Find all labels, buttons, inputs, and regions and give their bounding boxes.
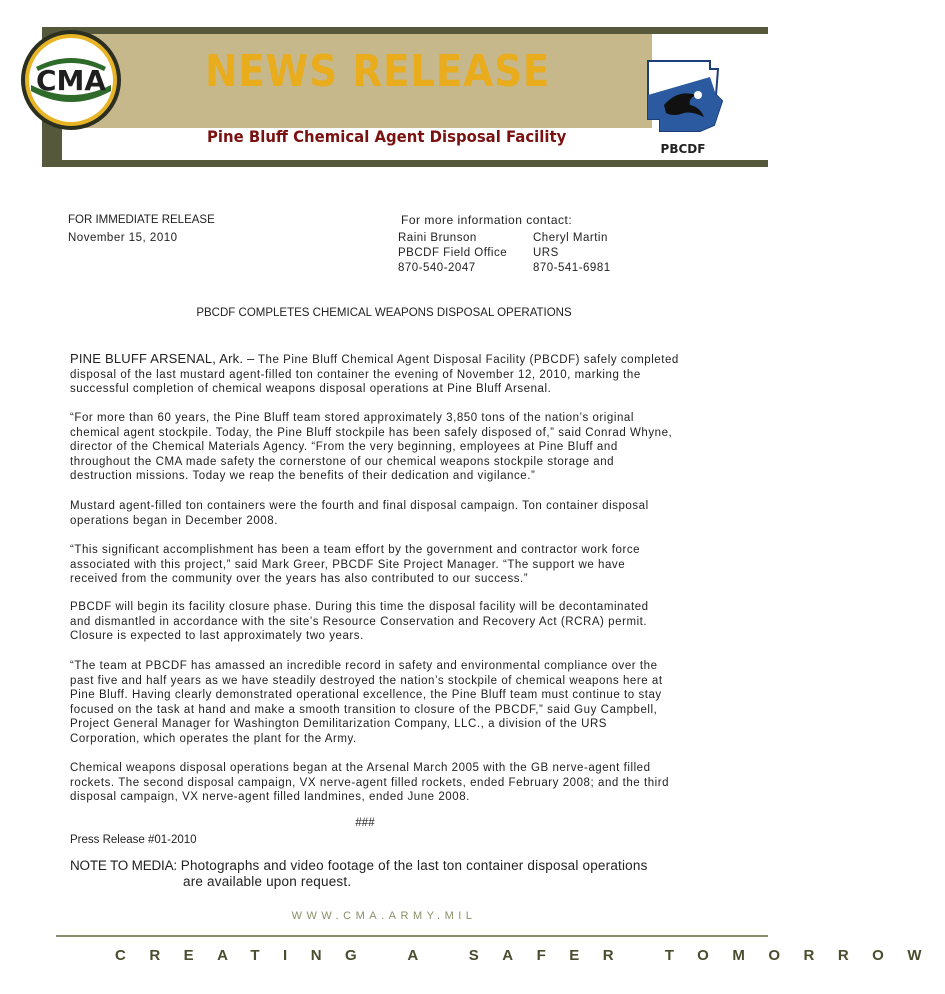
paragraph-line: rockets. The second disposal campaign, VX nerve-agent filled rockets, ended February 2008; and the third	[70, 776, 670, 789]
release-date: November 15, 2010	[68, 232, 178, 244]
cma-logo	[18, 27, 124, 133]
note-line: Photographs and video footage of the last ton container disposal operations	[180, 858, 648, 873]
release-headline: PBCDF COMPLETES CHEMICAL WEAPONS DISPOSAL OPERATIONS	[196, 307, 572, 319]
paragraph-line: associated with this project,” said Mark Greer, PBCDF Site Project Manager. “The support we have	[70, 558, 626, 571]
pbcdf-logo-text: PBCDF	[660, 142, 706, 156]
paragraph-line: received from the community over the years has also contributed to our success.”	[70, 573, 529, 586]
contact-1-name: Raini Brunson	[398, 232, 477, 244]
paragraph-line: “This significant accomplishment has been a team effort by the government and contractor work force	[70, 544, 641, 556]
quote-greer-paragraph	[70, 543, 710, 587]
ton-container-paragraph	[70, 499, 710, 528]
note-to-media	[70, 858, 648, 890]
dateline: PINE BLUFF ARSENAL, Ark. –	[70, 351, 255, 366]
news-release-title: NEWS RELEASE	[205, 46, 551, 97]
contact-2-org: URS	[533, 247, 559, 259]
press-release-number: Press Release #01-2010	[70, 834, 197, 846]
lead-paragraph	[70, 352, 710, 397]
lead-line: disposal of the last mustard agent-filled ton container the evening of November 12, 2010, marking the	[70, 368, 641, 381]
lead-line: The Pine Bluff Chemical Agent Disposal Facility (PBCDF) safely completed	[257, 354, 679, 366]
quote-campbell-paragraph	[70, 659, 710, 747]
paragraph-line: Chemical weapons disposal operations began at the Arsenal March 2005 with the GB nerve-agent filled	[70, 762, 651, 774]
paragraph-line: throughout the CMA made safety the cornerstone of our chemical weapons stockpile storage and	[70, 455, 615, 468]
footer-divider	[56, 935, 768, 937]
contact-2-name: Cheryl Martin	[533, 232, 608, 244]
lead-line: successful completion of chemical weapons disposal operations at Pine Bluff Arsenal.	[70, 383, 552, 396]
facility-subtitle: Pine Bluff Chemical Agent Disposal Facility	[207, 127, 567, 146]
contact-2-phone: 870-541-6981	[533, 262, 611, 274]
pbcdf-logo	[640, 55, 726, 161]
paragraph-line: disposal campaign, VX nerve-agent filled landmines, ended June 2008.	[70, 791, 470, 804]
contact-1-phone: 870-540-2047	[398, 262, 476, 274]
paragraph-line: Project General Manager for Washington Demilitarization Company, LLC., a division of the URS	[70, 718, 608, 731]
paragraph-line: operations began in December 2008.	[70, 514, 278, 527]
note-label: NOTE TO MEDIA:	[70, 858, 177, 873]
paragraph-line: PBCDF will begin its facility closure phase. During this time the disposal facility will be decontaminated	[70, 601, 649, 613]
release-label: FOR IMMEDIATE RELEASE	[68, 214, 215, 226]
paragraph-line: “The team at PBCDF has amassed an incredible record in safety and environmental compliance over the	[70, 660, 658, 672]
paragraph-line: past five and half years as we have steadily destroyed the nation’s stockpile of chemical weapons here at	[70, 674, 663, 687]
paragraph-line: “For more than 60 years, the Pine Bluff team stored approximately 3,850 tons of the nation’s original	[70, 412, 634, 424]
note-line: are available upon request.	[183, 874, 352, 889]
paragraph-line: chemical agent stockpile. Today, the Pine Bluff stockpile has been safely disposed of,” said Conrad Whyne,	[70, 426, 673, 439]
cma-logo-text: CMA	[35, 64, 107, 97]
contact-heading: For more information contact:	[401, 213, 573, 227]
paragraph-line: Closure is expected to last approximately two years.	[70, 630, 364, 643]
end-mark: ###	[355, 817, 375, 829]
closure-paragraph	[70, 600, 710, 644]
paragraph-line: director of the Chemical Materials Agency. “From the very beginning, employees at Pine Bluff and	[70, 441, 618, 454]
footer-tagline: CREATING A SAFER TOMORROW	[115, 947, 945, 964]
paragraph-line: Pine Bluff. Having clearly demonstrated operational excellence, the Pine Bluff team must continue to stay	[70, 689, 662, 702]
paragraph-line: destruction missions. Today we reap the benefits of their dedication and vigilance.”	[70, 470, 536, 483]
quote-whyne-paragraph	[70, 411, 710, 484]
paragraph-line: Corporation, which operates the plant for the Army.	[70, 732, 357, 745]
website-url[interactable]: WWW.CMA.ARMY.MIL	[291, 910, 477, 922]
history-paragraph	[70, 761, 710, 805]
paragraph-line: focused on the task at hand and make a smooth transition to closure of the PBCDF,” said Guy Campbell,	[70, 703, 658, 716]
paragraph-line: Mustard agent-filled ton containers were the fourth and final disposal campaign. Ton container disposal	[70, 500, 649, 512]
contact-1-org: PBCDF Field Office	[398, 247, 508, 259]
paragraph-line: and dismantled in accordance with the site’s Resource Conservation and Recovery Act (RCRA) permit.	[70, 615, 648, 628]
